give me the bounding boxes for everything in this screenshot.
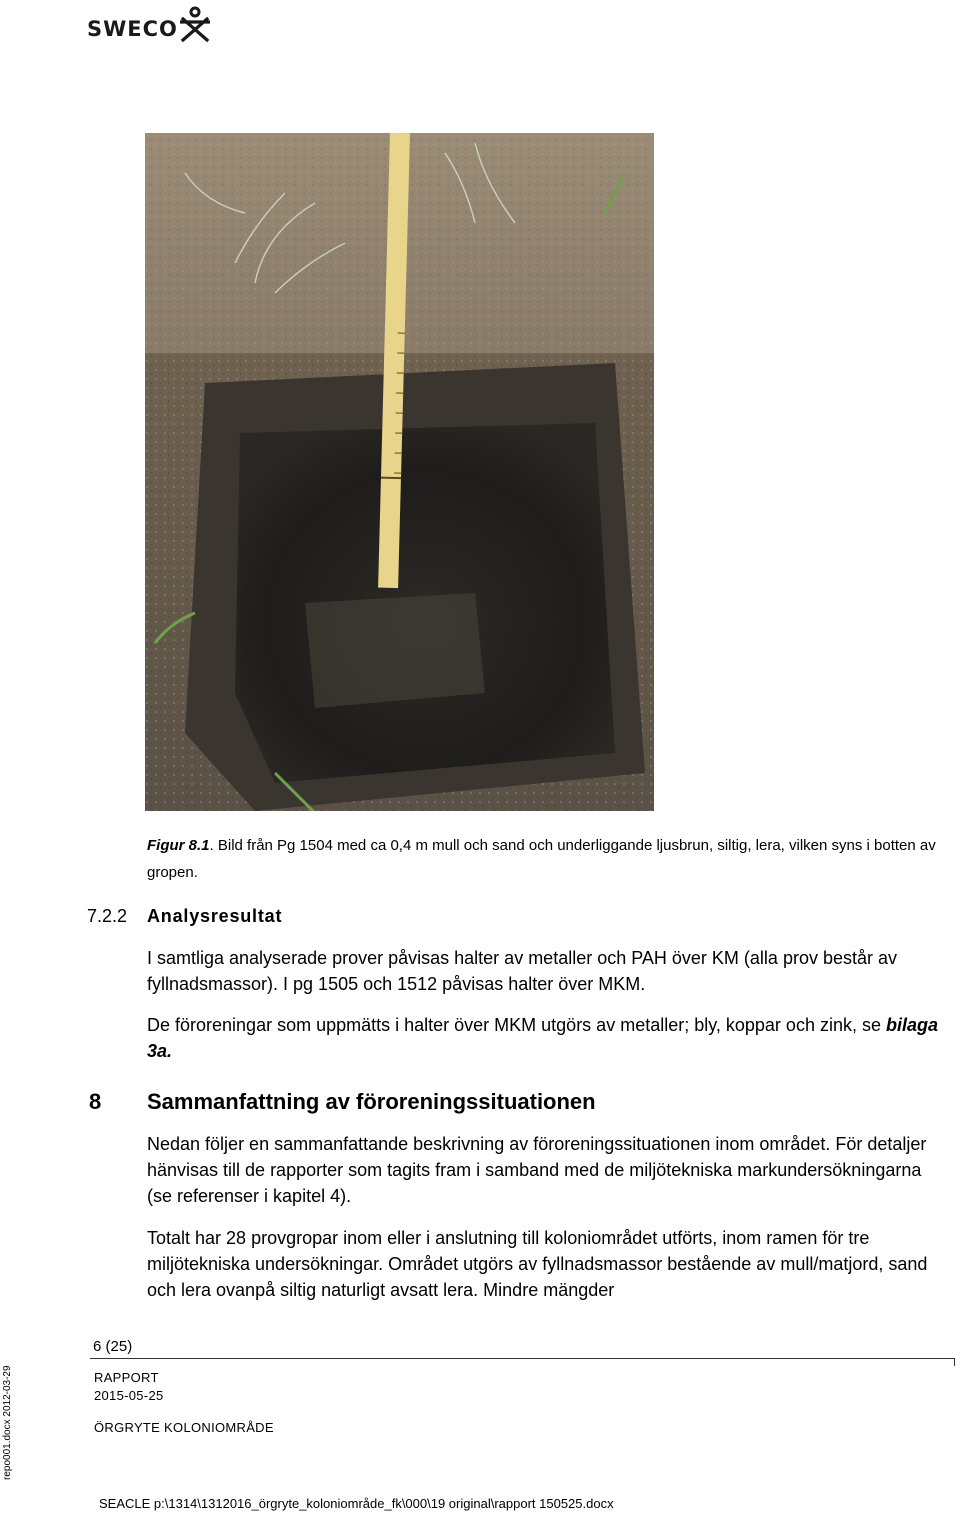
figure-caption xyxy=(147,832,947,886)
template-version: repo001.docx 2012-03-29 xyxy=(2,1365,13,1480)
figure-label: Figur 8.1 xyxy=(147,837,210,854)
footer-divider xyxy=(90,1358,955,1359)
figure-caption-text: . Bild från Pg 1504 med ca 0,4 m mull och sand och underliggande ljusbrun, siltig, lera, vilken syns i botten av gropen. xyxy=(147,837,936,881)
paragraph: Nedan följer en sammanfattande beskrivning av föroreningssituationen inom området. För detaljer hänvisas till de rapporter som tagits fram i samband med de miljötekniska markundersökningarna (se referenser i kapitel 4). xyxy=(147,1134,927,1206)
section-number: 8 xyxy=(89,1089,102,1114)
project-name: ÖRGRYTE KOLONIOMRÅDE xyxy=(94,1420,274,1435)
paragraph-text: De föroreningar som uppmätts i halter över MKM utgörs av metaller; bly, koppar och zink, se xyxy=(147,1015,886,1035)
file-path: SEACLE p:\1314\1312016_örgryte_koloniområde_fk\000\19 original\rapport 150525.docx xyxy=(99,1496,614,1511)
logo-text: SWECO xyxy=(87,17,178,41)
footer-divider-tick xyxy=(954,1358,955,1366)
section-number: 7.2.2 xyxy=(87,906,128,926)
paragraph: I samtliga analyserade prover påvisas halter av metaller och PAH över KM (alla prov består av fyllnadsmassor). I pg 1505 och 1512 påvisas halter över MKM. xyxy=(147,948,897,994)
section-heading-8 xyxy=(89,1088,596,1116)
soil-pit-photo xyxy=(145,133,654,811)
document-date: 2015-05-25 xyxy=(94,1388,164,1403)
sweco-logo xyxy=(87,4,210,44)
sweco-person-icon xyxy=(180,6,210,44)
section-title: Sammanfattning av föroreningssituationen xyxy=(147,1089,596,1114)
paragraph: Totalt har 28 provgropar inom eller i anslutning till koloniområdet utförts, inom ramen för tre miljötekniska undersökningar. Området utgörs av fyllnadsmassor bestående av mull/matjord, sand och lera ovanpå siltig naturligt avsatt lera. Mindre mängder xyxy=(147,1228,928,1300)
section-title: Analysresultat xyxy=(147,906,283,926)
document-type: RAPPORT xyxy=(94,1370,159,1385)
appendix-reference: bilaga 3a. xyxy=(147,1015,938,1061)
section-heading-722 xyxy=(87,904,282,928)
paragraph xyxy=(147,1012,947,1064)
page-number: 6 (25) xyxy=(93,1338,133,1355)
